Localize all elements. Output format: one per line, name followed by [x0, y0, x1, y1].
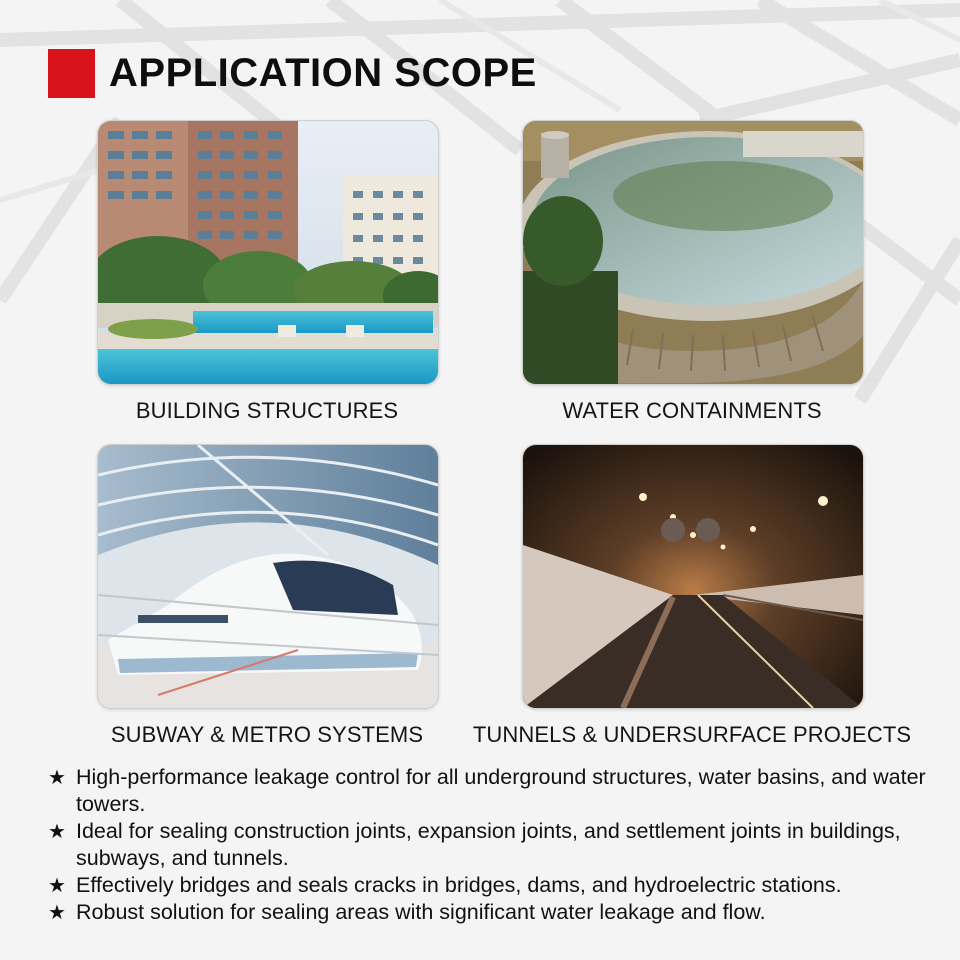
star-icon: ★: [48, 765, 66, 789]
feature-item: [48, 764, 928, 818]
page-title: APPLICATION SCOPE: [109, 50, 537, 95]
caption-tunnels: TUNNELS & UNDERSURFACE PROJECTS: [472, 722, 912, 747]
feature-item: [48, 818, 928, 872]
caption-building-structures: BUILDING STRUCTURES: [135, 398, 399, 423]
feature-text: Effectively bridges and seals cracks in bridges, dams, and hydroelectric stations.: [76, 873, 842, 897]
tunnels-photo: [522, 444, 864, 709]
accent-square: [48, 49, 95, 98]
feature-item: [48, 899, 928, 926]
page-header: [48, 48, 537, 98]
feature-text: Robust solution for sealing areas with significant water leakage and flow.: [76, 900, 766, 924]
feature-item: [48, 872, 928, 899]
caption-subway-metro: SUBWAY & METRO SYSTEMS: [110, 722, 424, 747]
feature-text: Ideal for sealing construction joints, expansion joints, and settlement joints in buildings, subways, and tunnels.: [76, 819, 901, 870]
star-icon: ★: [48, 819, 66, 843]
star-icon: ★: [48, 900, 66, 924]
feature-text: High-performance leakage control for all underground structures, water basins, and water towers.: [76, 765, 926, 816]
star-icon: ★: [48, 873, 66, 897]
subway-metro-photo: [97, 444, 439, 709]
application-card-building: [97, 120, 437, 423]
application-card-water: [522, 120, 862, 423]
application-card-tunnels: [472, 444, 912, 747]
caption-water-containments: WATER CONTAINMENTS: [562, 398, 822, 423]
building-structures-photo: [97, 120, 439, 385]
water-containments-photo: [522, 120, 864, 385]
application-card-subway: [97, 444, 437, 747]
feature-list: [48, 764, 928, 926]
